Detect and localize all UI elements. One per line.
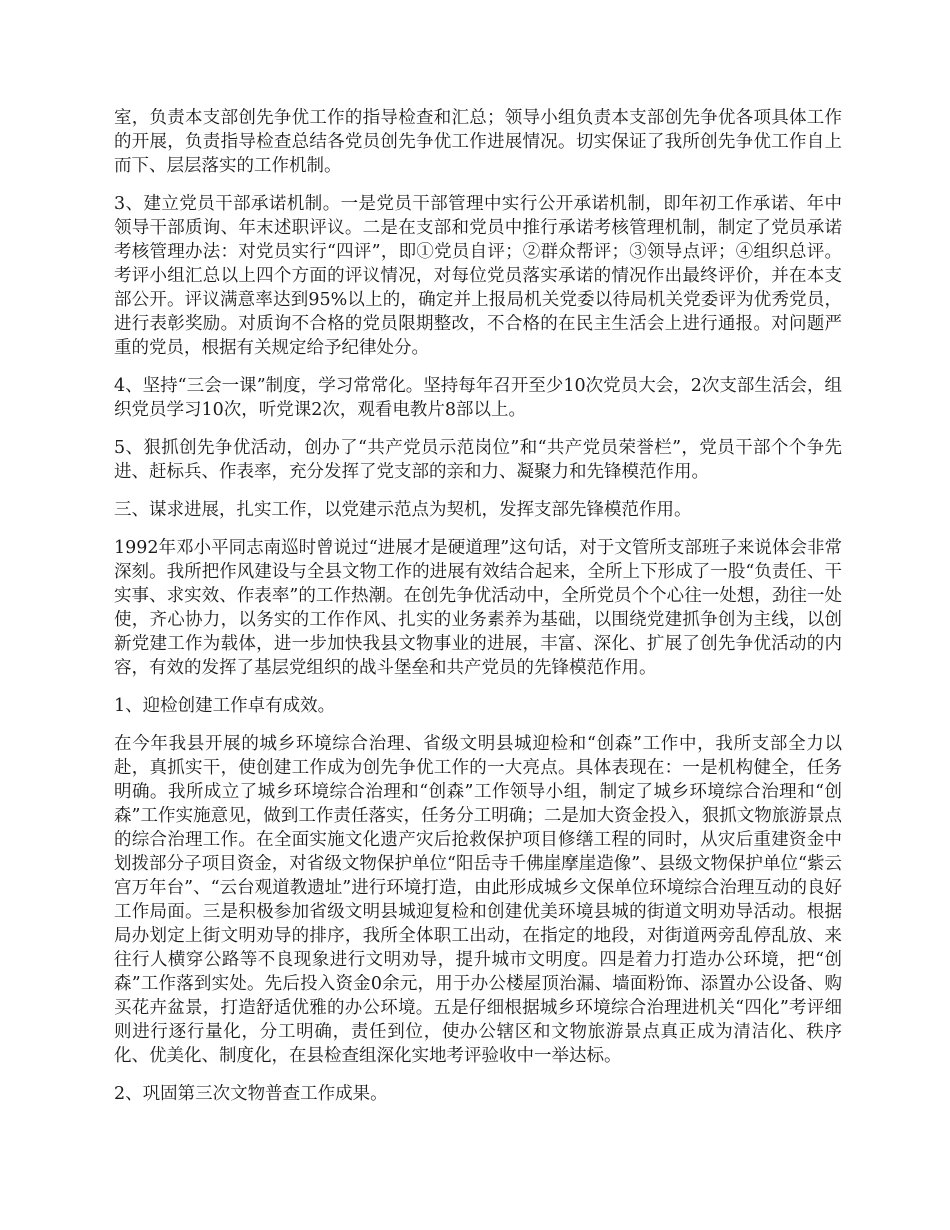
subheading-cultural-relics-survey: 2、巩固第三次文物普查工作成果。 xyxy=(114,1084,388,1104)
paragraph-excellence-activity: 5、狠抓创先争优活动，创办了“共产党员示范岗位”和“共产党员荣誉栏”，党员干部个个争先进、赶标兵、作表率，充分发挥了党支部的亲和力、凝聚力和先锋模范作用。 xyxy=(114,438,842,482)
paragraph-environment-governance: 在今年我县开展的城乡环境综合治理、省级文明县城迎检和“创森”工作中，我所支部全力以赴，真抓实干，使创建工作成为创先争优工作的一大亮点。具体表现在：一是机构健全，任务明确。我所成立了城乡环境综合治理和“创森”工作领导小组，制定了城乡环境综合治理和“创森”工作实施意见，做到工作责任落实，任务分工明确；二是加大资金投入，狠抓文物旅游景点的综合治理工作。在全面实施文化遗产灾后抢救保护项目修缮工程的同时，从灾后重建资金中划拨部分子项目资金，对省级文物保护单位“阳岳寺千佛崖摩崖造像”、县级文物保护单位“紫云宫万年台”、“云台观道教遗址”进行环境打造，由此形成城乡文保单位环境综合治理互动的良好工作局面。三是积极参加省级文明县城迎复检和创建优美环境县城的街道文明劝导活动。根据局办划定上街文明劝导的排序，我所全体职工出动，在指定的地段，对街道两旁乱停乱放、来往行人横穿公路等不良现象进行文明劝导，提升城市文明度。四是着力打造办公环境，把“创森”工作落到实处。先后投入资金0余元，用于办公楼屋顶治漏、墙面粉饰、添置办公设备、购买花卉盆景，打造舒适优雅的办公环境。五是仔细根据城乡环境综合治理进机关“四化”考评细则进行逐行量化，分工明确，责任到位，使办公辖区和文物旅游景点真正成为清洁化、秩序化、优美化、制度化，在县检查组深化实地考评验收中一举达标。 xyxy=(114,734,842,1066)
paragraph-1992-quote: 1992年邓小平同志南巡时曾说过“进展才是硬道理”这句话，对于文管所支部班子来说体会非常深刻。我所把作风建设与全县文物工作的进展有效结合起来，全所上下形成了一股“负责任、干实事、求实效、作表率”的工作热潮。在创先争优活动中，全所党员个个心往一处想，劲往一处使，齐心协力，以务实的工作作风、扎实的业务素养为基础，以围绕党建抓争创为主线，以创新党建工作为载体，进一步加快我县文物事业的进展，丰富、深化、扩展了创先争优活动的内容，有效的发挥了基层党组织的战斗堡垒和共产党员的先锋模范作用。 xyxy=(114,538,842,678)
document-body xyxy=(114,106,842,1120)
section-heading-progress: 三、谋求进展，扎实工作，以党建示范点为契机，发挥支部先锋模范作用。 xyxy=(114,500,692,520)
paragraph-commitment-mechanism: 3、建立党员干部承诺机制。一是党员干部管理中实行公开承诺机制，即年初工作承诺、年中领导干部质询、年末述职评议。二是在支部和党员中推行承诺考核管理机制，制定了党员承诺考核管理办法：对党员实行“四评”，即①党员自评；②群众帮评；③领导点评；④组织总评。考评小组汇总以上四个方面的评议情况，对每位党员落实承诺的情况作出最终评价，并在本支部公开。评议满意率达到95%以上的，确定并上报局机关党委以待局机关党委评为优秀党员，进行表彰奖励。对质询不合格的党员限期整改，不合格的在民主生活会上进行通报。对问题严重的党员，根据有关规定给予纪律处分。 xyxy=(114,194,842,358)
subheading-inspection-work: 1、迎检创建工作卓有成效。 xyxy=(114,696,336,716)
paragraph-leading-section: 室，负责本支部创先争优工作的指导检查和汇总；领导小组负责本支部创先争优各项具体工作的开展，负责指导检查总结各党员创先争优工作进展情况。切实保证了我所创先争优工作自上而下、层层落实的工作机制。 xyxy=(114,108,842,176)
paragraph-three-meetings: 4、坚持“三会一课”制度，学习常常化。坚持每年召开至少10次党员大会，2次支部生活会，组织党员学习10次，听党课2次，观看电教片8部以上。 xyxy=(114,376,842,420)
